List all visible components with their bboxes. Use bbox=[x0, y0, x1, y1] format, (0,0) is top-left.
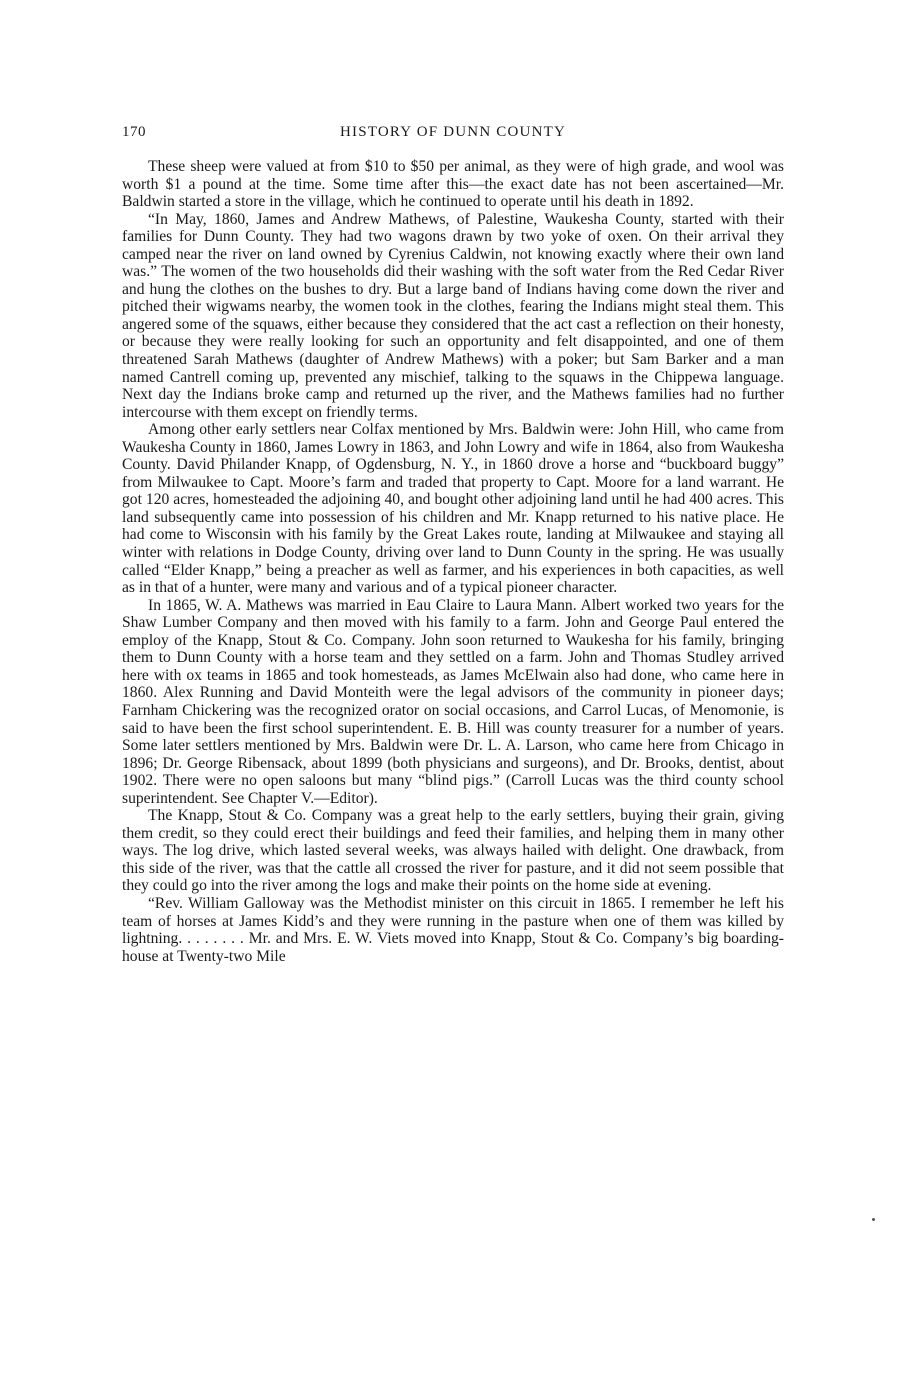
page-header bbox=[122, 124, 784, 146]
body-text bbox=[122, 158, 784, 965]
paragraph-rev-galloway: “Rev. William Galloway was the Methodist minister on this circuit in 1865. I remember he left his team of horses at James Kidd’s and they were running in the pasture when one of them was killed by lightning. . . . . . . . Mr. and Mrs. E. W. Viets moved into Knapp, Stout & Co. Company’s big boarding-house at Twenty-two Mile bbox=[122, 894, 784, 965]
scan-speck bbox=[872, 1218, 875, 1221]
book-page bbox=[122, 124, 784, 965]
paragraph-mathews-arrival: “In May, 1860, James and Andrew Mathews, of Palestine, Waukesha County, started with their families for Dunn County. They had two wagons drawn by two yoke of oxen. On their arrival they camped near the river on land owned by Cyrenius Caldwin, not knowing exactly where their own land was.” The women of the two households did their washing with the soft water from the Red Cedar River and hung the clothes on the bushes to dry. But a large band of Indians having come down the river and pitched their wigwams nearby, the women took in the clothes, fearing the Indians might steal them. This angered some of the squaws, either because they considered that the act cast a reflection on their honesty, or because they were really looking for such an opportunity and felt disappointed, and one of them threatened Sarah Mathews (daughter of Andrew Mathews) with a poker; but Sam Barker and a man named Cantrell coming up, prevented any mischief, talking to the squaws in the Chippewa language. Next day the Indians broke camp and returned up the river, and the Mathews families had no further intercourse with them except on friendly terms. bbox=[122, 210, 784, 421]
paragraph-sheep-values: These sheep were valued at from $10 to $50 per animal, as they were of high grade, and wool was worth $1 a pound at the time. Some time after this—the exact date has not been ascertained—Mr. Baldwin started a store in the village, which he continued to operate until his death in 1892. bbox=[122, 158, 784, 211]
paragraph-1865-events: In 1865, W. A. Mathews was married in Eau Claire to Laura Mann. Albert worked two years for the Shaw Lumber Company and then moved with his family to a farm. John and George Paul entered the employ of the Knapp, Stout & Co. Company. John soon returned to Waukesha for his family, bringing them to Dunn County with a horse team and they settled on a farm. John and Thomas Studley arrived here with ox teams in 1865 and took homesteads, as James McElwain also had done, who came here in 1860. Alex Running and David Monteith were the legal advisors of the community in pioneer days; Farnham Chickering was the recognized orator on social occasions, and Carrol Lucas, of Menomonie, is said to have been the first school superintendent. E. B. Hill was county treasurer for a number of years. Some later settlers mentioned by Mrs. Baldwin were Dr. L. A. Larson, who came here from Chicago in 1896; Dr. George Ribensack, about 1899 (both physicians and surgeons), and Dr. Brooks, dentist, about 1902. There were no open saloons but many “blind pigs.” (Carroll Lucas was the third county school superintendent. See Chapter V.—Editor). bbox=[122, 596, 784, 807]
paragraph-knapp-stout: The Knapp, Stout & Co. Company was a great help to the early settlers, buying their grain, giving them credit, so they could erect their buildings and feed their families, and helping them in many other ways. The log drive, which lasted several weeks, was always hailed with delight. One drawback, from this side of the river, was that the cattle all crossed the river for pasture, and it did not seem possible that they could go into the river among the logs and make their points on the home side at evening. bbox=[122, 807, 784, 895]
paragraph-early-settlers: Among other early settlers near Colfax mentioned by Mrs. Baldwin were: John Hill, who came from Waukesha County in 1860, James Lowry in 1863, and John Lowry and wife in 1864, also from Waukesha County. David Philander Knapp, of Ogdensburg, N. Y., in 1860 drove a horse and “buckboard buggy” from Milwaukee to Capt. Moore’s farm and traded that property to Capt. Moore for a land warrant. He got 120 acres, homesteaded the adjoining 40, and bought other adjoining land until he had 400 acres. This land subsequently came into possession of his children and Mr. Knapp returned to his native place. He had come to Wisconsin with his family by the Great Lakes route, landing at Milwaukee and staying all winter with relations in Dodge County, driving over land to Dunn County in the spring. He was usually called “Elder Knapp,” being a preacher as well as farmer, and his experiences in both capacities, as well as in that of a hunter, were many and various and of a typical pioneer character. bbox=[122, 421, 784, 597]
page-number: 170 bbox=[122, 124, 146, 140]
running-head: HISTORY OF DUNN COUNTY bbox=[340, 124, 566, 140]
